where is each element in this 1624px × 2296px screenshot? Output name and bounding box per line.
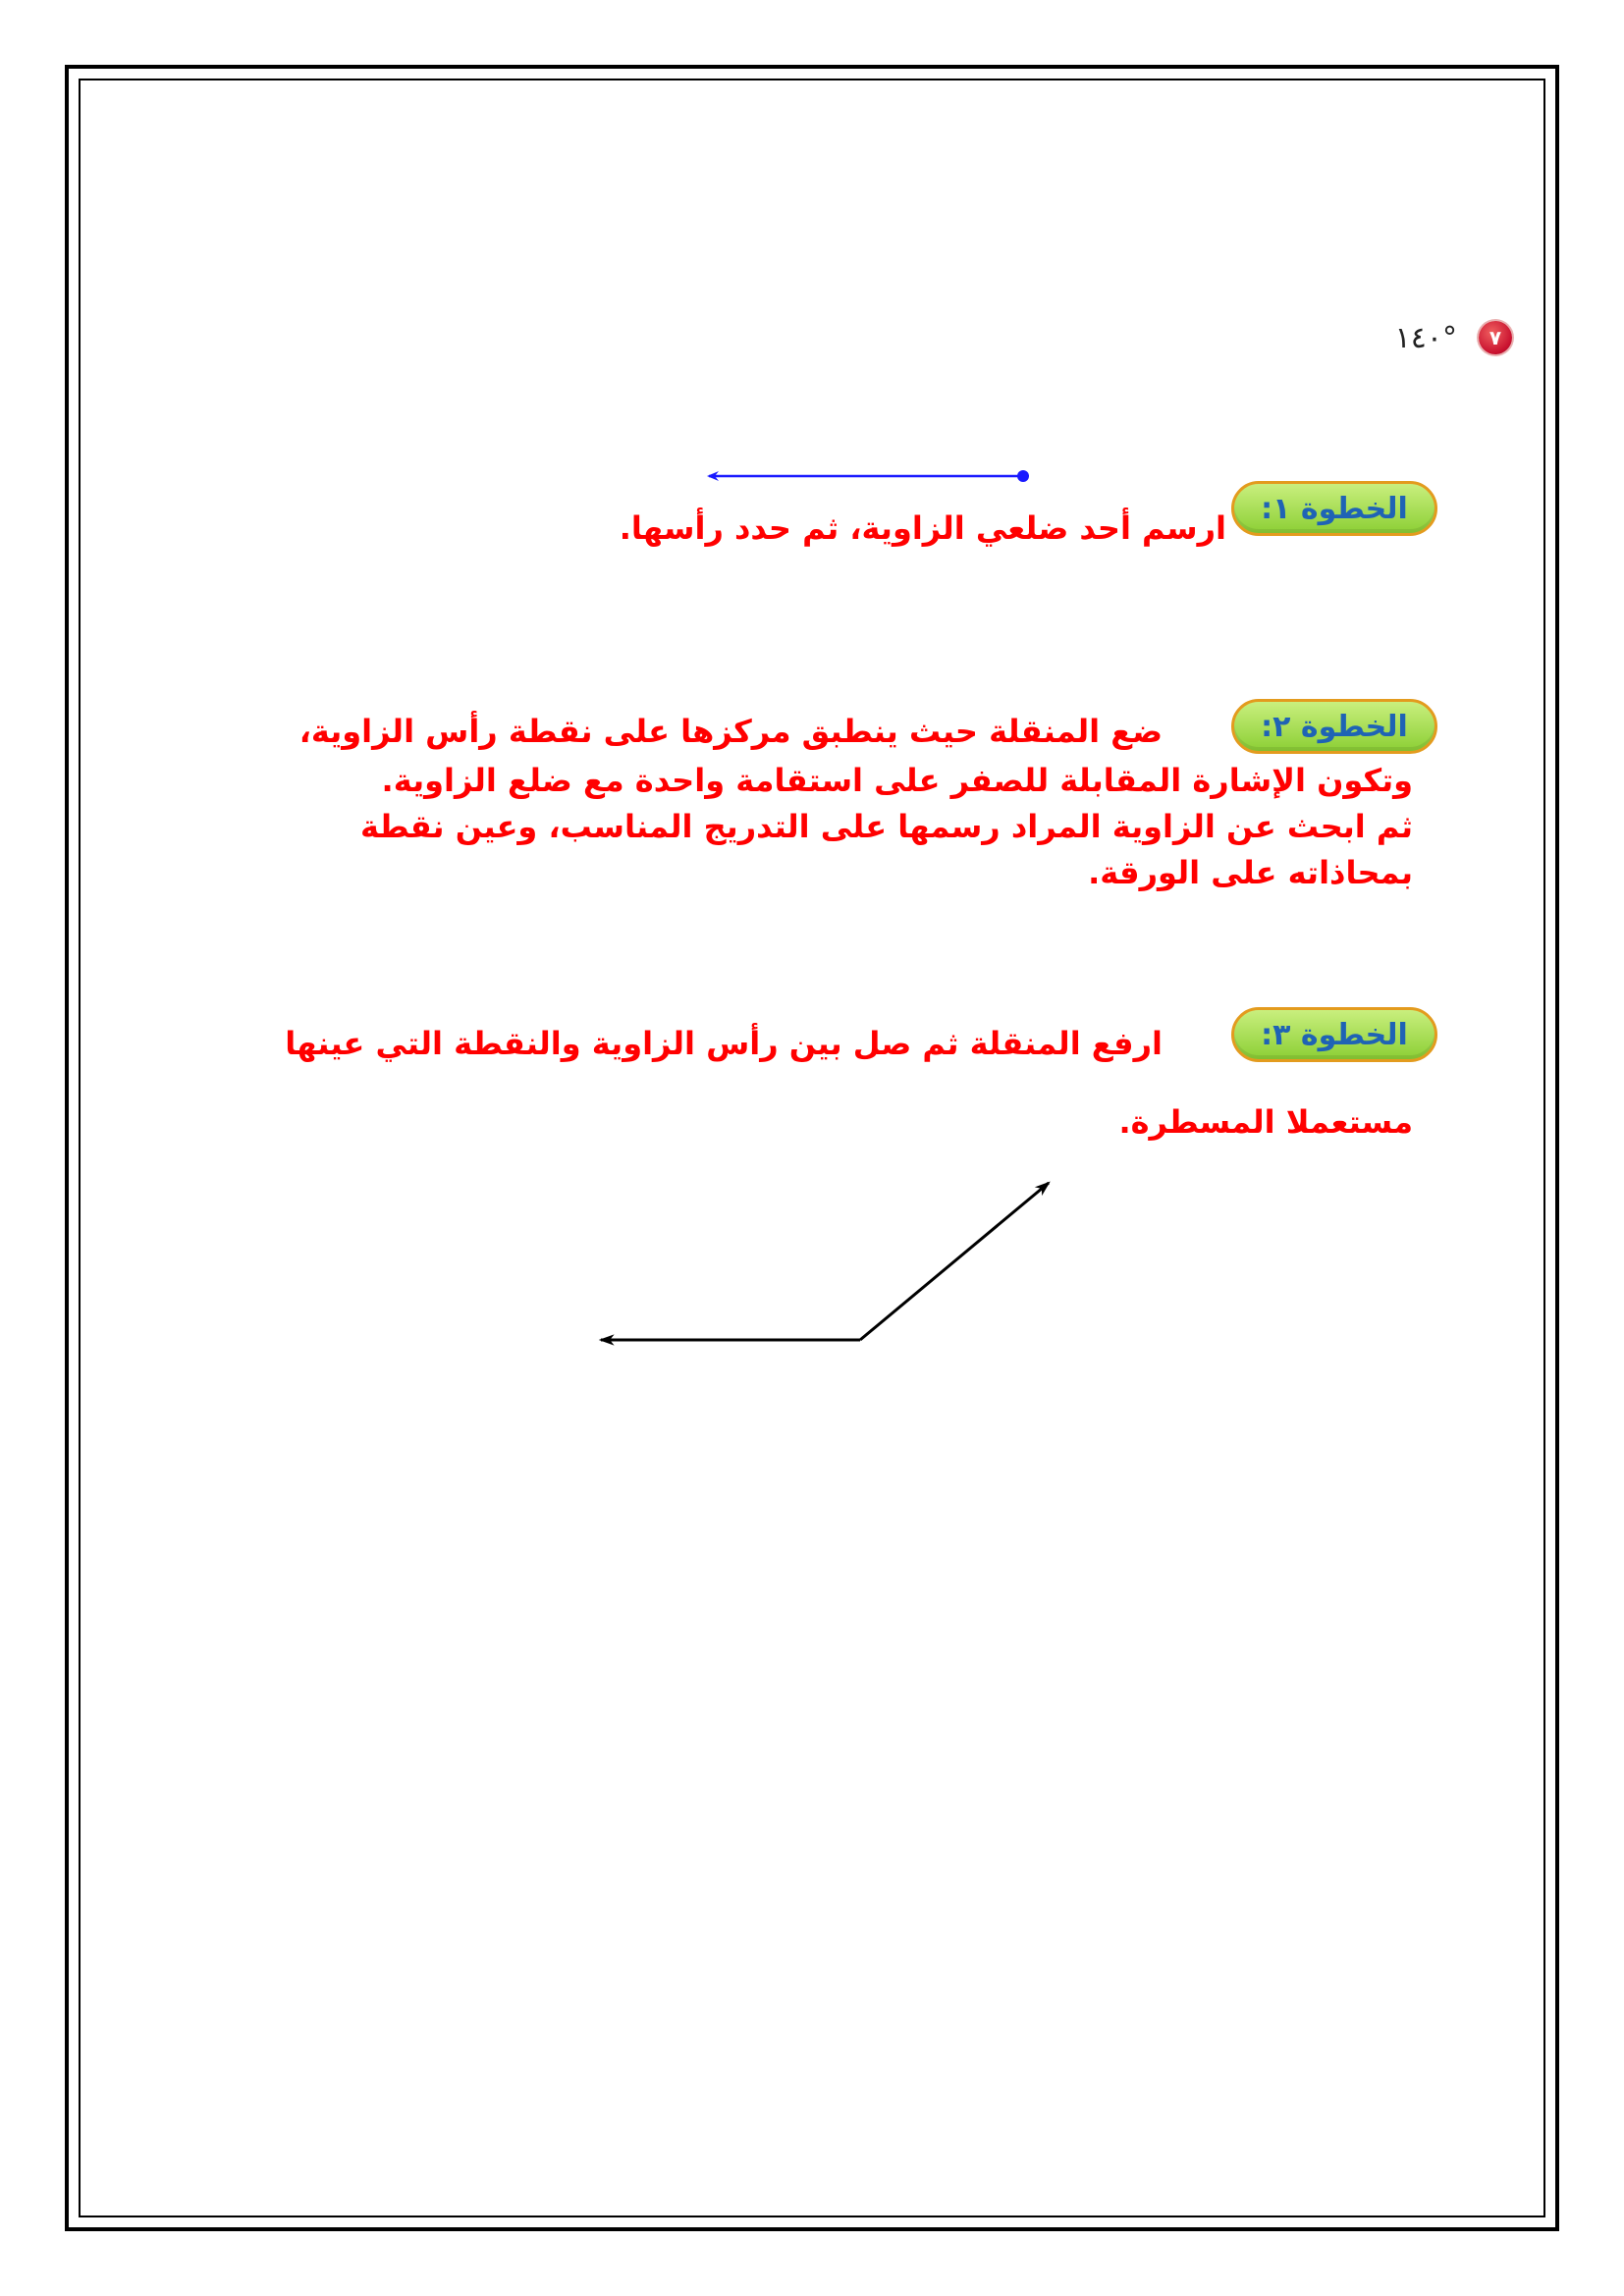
step-1-line-1: ارسم أحد ضلعي الزاوية، ثم حدد رأسها. bbox=[619, 509, 1226, 547]
problem-number-badge: ٧ bbox=[1479, 321, 1512, 354]
step-3-badge: الخطوة ٣: bbox=[1231, 1007, 1437, 1062]
step-2-line-4: بمحاذاته على الورقة. bbox=[1088, 854, 1413, 891]
step-2-line-3: ثم ابحث عن الزاوية المراد رسمها على التدريج المناسب، وعين نقطة bbox=[359, 808, 1413, 845]
angle-ray-slanted bbox=[860, 1183, 1049, 1340]
step-2-badge: الخطوة ٢: bbox=[1231, 699, 1437, 754]
vertex-point bbox=[1017, 470, 1029, 482]
step-1-ray bbox=[709, 470, 1029, 482]
step-3-line-1: ارفع المنقلة ثم صل بين رأس الزاوية والنقطة التي عينها bbox=[285, 1025, 1163, 1062]
angle-140-drawing bbox=[601, 1183, 1049, 1340]
step-2-line-2: وتكون الإشارة المقابلة للصفر على استقامة واحدة مع ضلع الزاوية. bbox=[381, 762, 1413, 799]
problem-angle-value: °١٤٠ bbox=[1394, 320, 1457, 355]
step-2-line-1: ضع المنقلة حيث ينطبق مركزها على نقطة رأس الزاوية، bbox=[298, 713, 1163, 750]
step-3-line-2: مستعملا المسطرة. bbox=[1118, 1103, 1413, 1141]
step-1-badge: الخطوة ١: bbox=[1231, 481, 1437, 536]
